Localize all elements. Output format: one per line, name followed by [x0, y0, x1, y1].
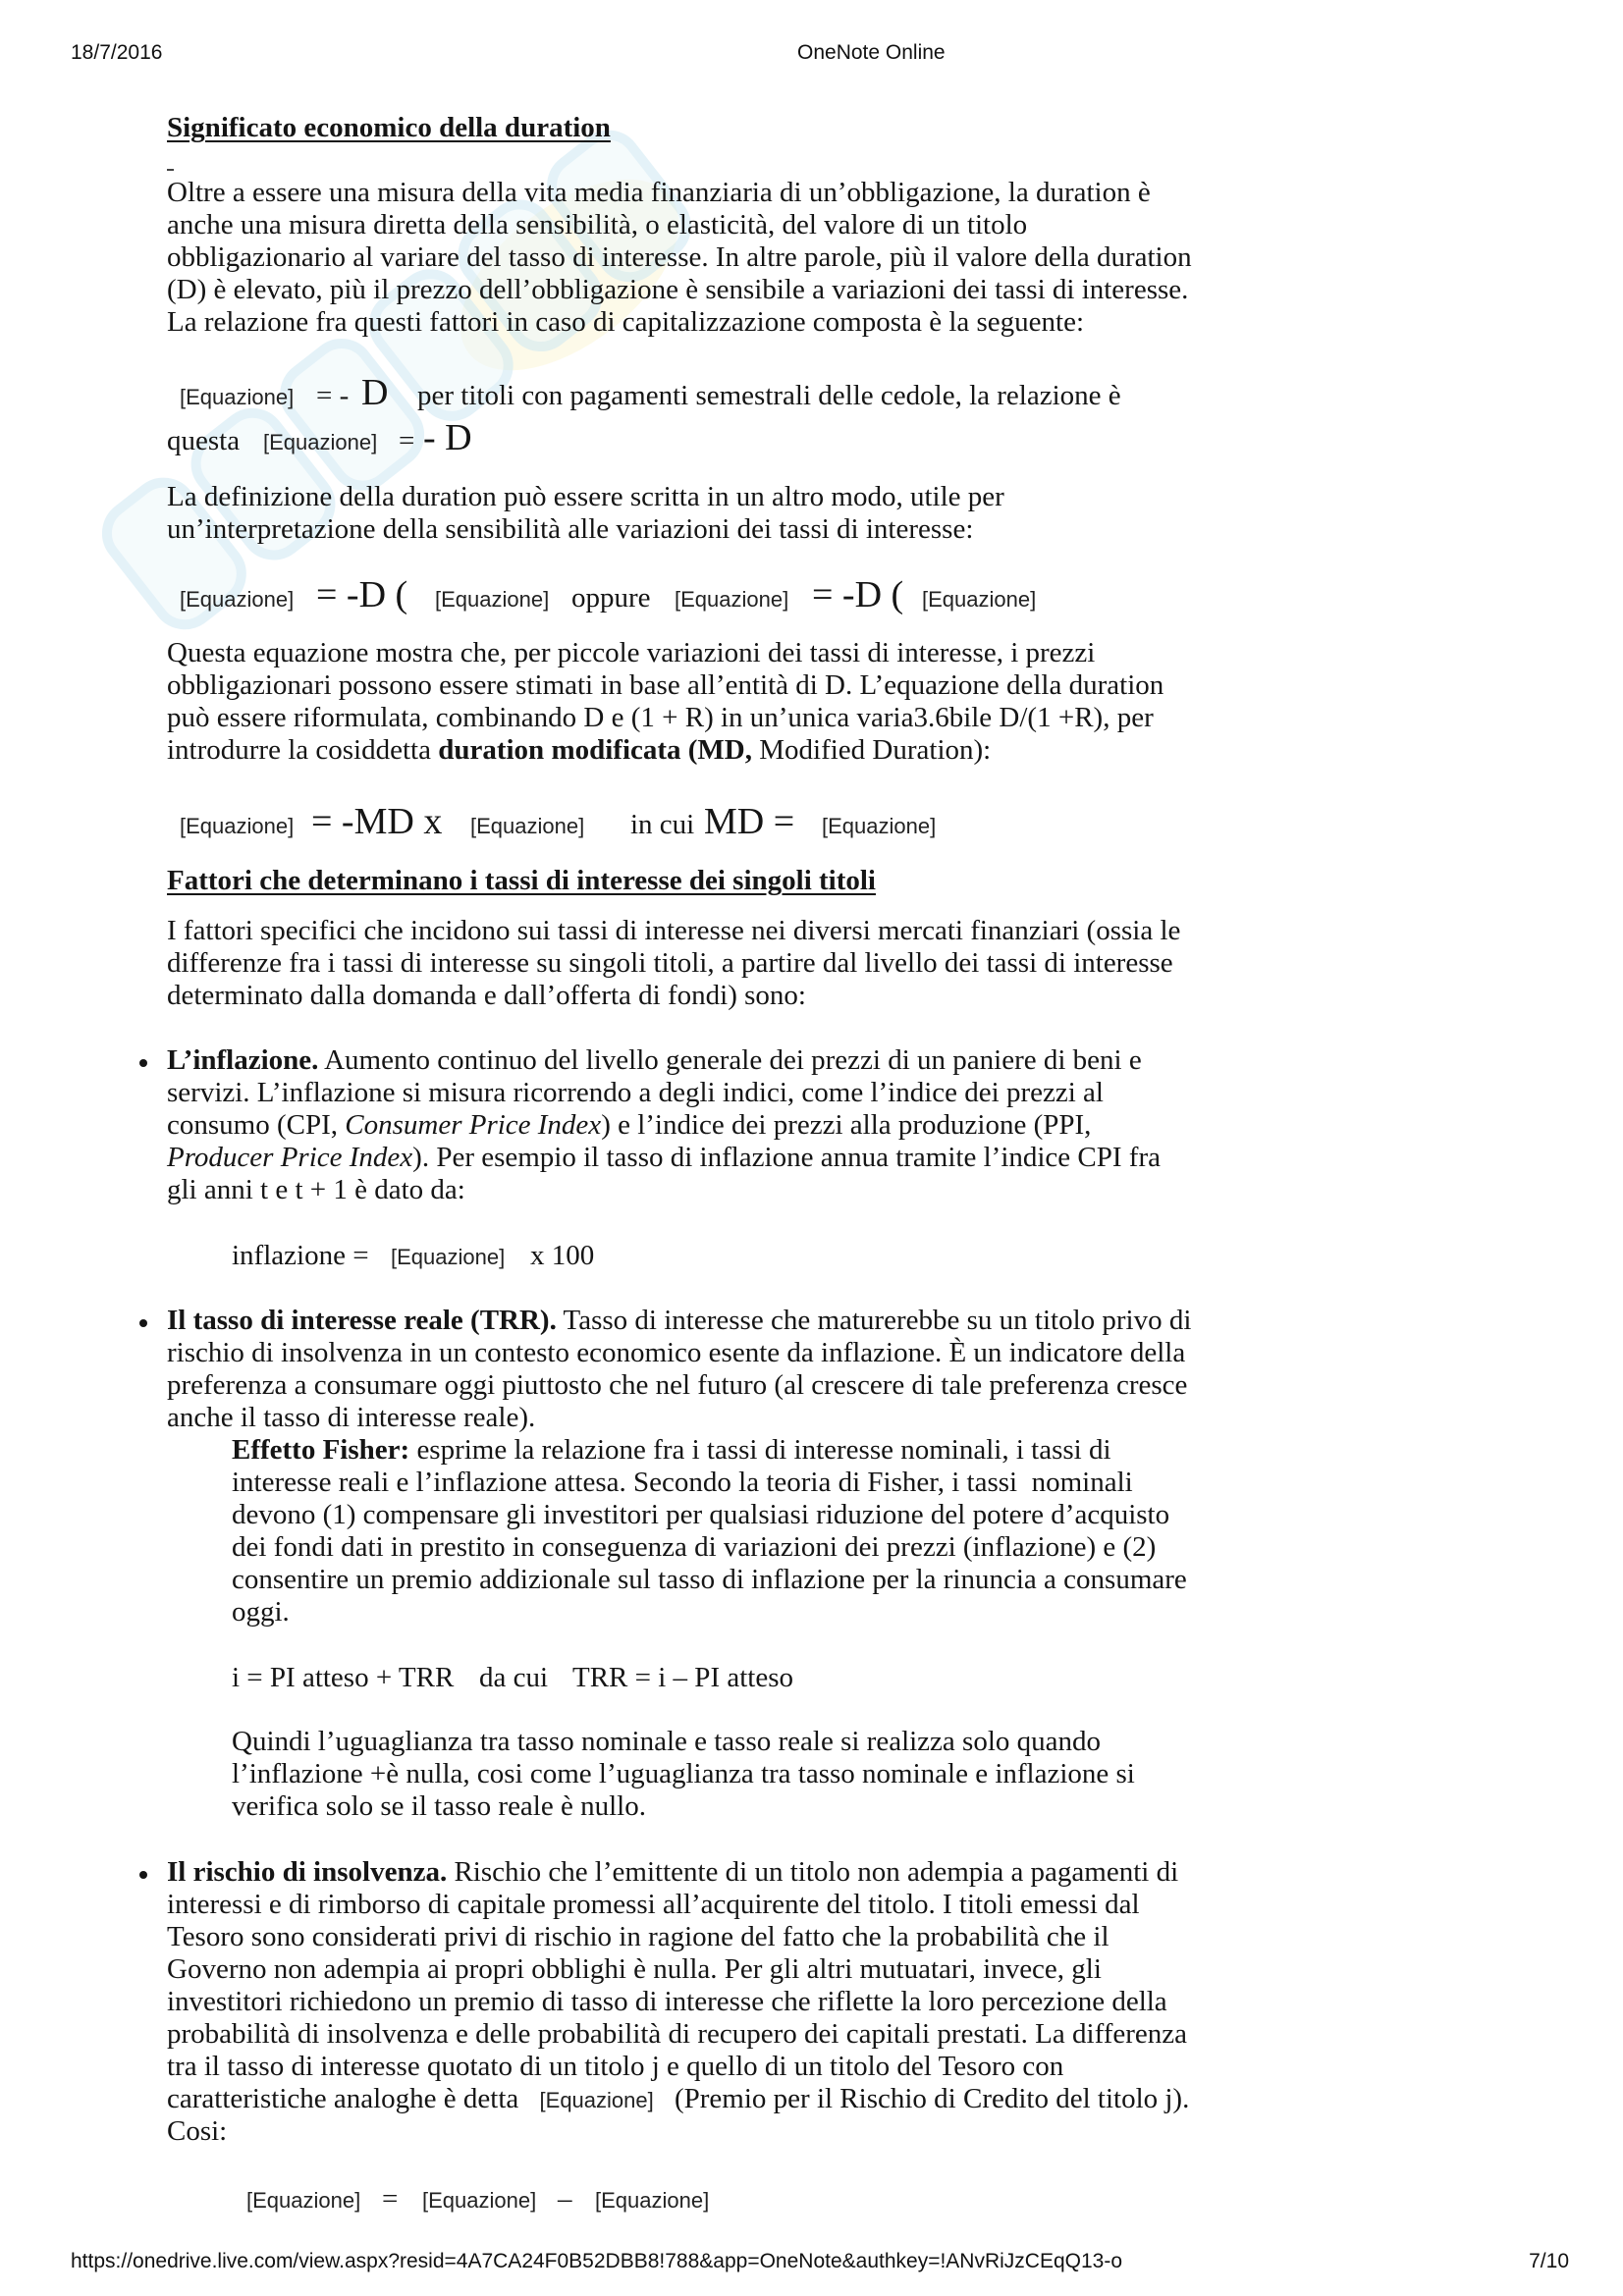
equation-placeholder: [Equazione] [180, 814, 295, 838]
text-run: obbligazionario al variare del tasso di interesse. In altre parole, più il valore della duration [167, 241, 1192, 273]
text-run: devono (1) compensare gli investitori per qualsiasi riduzione del potere d’acquisto [232, 1499, 1170, 1530]
text-line [167, 915, 1180, 947]
text-line [167, 734, 1163, 767]
equation-operator: – [558, 2183, 572, 2215]
text-line [167, 1142, 1161, 1174]
equation-placeholder: [Equazione] [180, 587, 295, 612]
text-run: Oltre a essere una misura della vita media finanziaria di un’obbligazione, la duration è [167, 177, 1151, 208]
italic-term: Consumer Price Index [345, 1109, 602, 1141]
text-line [232, 1758, 1135, 1790]
equation-operator: = -MD x [311, 801, 443, 842]
text-run: l’inflazione +è nulla, cosi come l’uguaglianza tra tasso nominale e inflazione si [232, 1758, 1135, 1789]
text-run: può essere riformulata, combinando D e (1 + R) in un’unica varia3.6bile D/(1 +R), per [167, 702, 1154, 733]
equation-line-inflation [0, 1234, 1623, 1277]
text-run: esprime la relazione fra i tassi di interesse nominali, i tassi di [409, 1434, 1111, 1466]
text-run: interesse reali e l’inflazione attesa. Secondo la teoria di Fisher, i tassi nominali [232, 1467, 1133, 1498]
equation-placeholder: [Equazione] [180, 385, 295, 409]
text-run: La definizione della duration può essere scritta in un altro modo, utile per [167, 481, 1004, 512]
equation-operator: = -D ( [316, 574, 408, 615]
text-line [167, 177, 1192, 209]
text-line [167, 274, 1192, 306]
equation-operator: = - [316, 380, 350, 411]
bullet-marker [139, 1871, 147, 1879]
text-line [167, 980, 1180, 1012]
equation-placeholder: [Equazione] [422, 2188, 537, 2213]
equation-line-default-risk [0, 2177, 1623, 2220]
paragraph-modified-duration [167, 637, 1163, 767]
equation-text: TRR = i – PI atteso [572, 1662, 793, 1693]
equation-operator: = [382, 2183, 399, 2215]
text-run: un’interpretazione della sensibilità alle variazioni dei tassi di interesse: [167, 513, 974, 545]
equation-text: inflazione = [232, 1240, 369, 1271]
text-line [167, 241, 1192, 274]
stray-mark [167, 169, 174, 171]
bold-term: duration modificata (MD, [438, 734, 752, 766]
section-heading-duration: Significato economico della duration [167, 112, 611, 143]
text-line [167, 1921, 1189, 1953]
text-run: verifica solo se il tasso reale è nullo. [232, 1790, 646, 1822]
text-run: interessi e di rimborso di capitale promessi all’acquirente del titolo. I titoli emessi dal [167, 1889, 1140, 1920]
text-run: (Premio per il Rischio di Credito del titolo j). [667, 2083, 1190, 2114]
bullet-marker [139, 1059, 147, 1067]
bold-term: Il rischio di insolvenza. [167, 1856, 448, 1888]
text-line [167, 947, 1180, 980]
equation-text: questa [167, 425, 241, 456]
text-run: ) e l’indice dei prezzi alla produzione (PPI, [601, 1109, 1092, 1141]
text-line [167, 481, 1004, 513]
equation-placeholder: [Equazione] [822, 814, 937, 838]
equation-operator: = -D ( [812, 574, 904, 615]
equation-line-sensitivity [0, 576, 1623, 619]
print-page-number: 7/10 [1529, 2250, 1569, 2272]
text-line [167, 306, 1192, 339]
text-run: Cosi: [167, 2115, 228, 2147]
text-line [167, 1402, 1191, 1434]
list-item-inflation [167, 1044, 1161, 1206]
text-run: Aumento continuo del livello generale dei prezzi di un paniere di beni e [318, 1044, 1142, 1076]
paragraph-factors-intro [167, 915, 1180, 1012]
text-line [167, 1369, 1191, 1402]
text-run: caratteristiche analoghe è detta [167, 2083, 526, 2114]
text-line [167, 1109, 1161, 1142]
text-run: anche il tasso di interesse reale). [167, 1402, 536, 1433]
equation-placeholder: [Equazione] [435, 587, 550, 612]
text-line [167, 2083, 1189, 2115]
equation-line-modified [0, 803, 1623, 846]
equation-variable: - D [423, 417, 472, 458]
text-line [167, 1174, 1161, 1206]
text-line [167, 1305, 1191, 1337]
text-run: (D) è elevato, più il prezzo dell’obbligazione è sensibile a variazioni dei tassi di interesse. [167, 274, 1189, 305]
text-run: Tasso di interesse che maturerebbe su un titolo privo di [556, 1305, 1192, 1336]
text-run: Governo non adempia ai propri obblighi è nulla. Per gli altri mutuatari, invece, gli [167, 1953, 1102, 1985]
bold-term: Effetto Fisher: [232, 1434, 410, 1466]
text-run: preferenza a consumare oggi piuttosto che nel futuro (al crescere di tale preferenza cresce [167, 1369, 1188, 1401]
print-date: 18/7/2016 [71, 41, 163, 64]
text-run: Quindi l’uguaglianza tra tasso nominale e tasso reale si realizza solo quando [232, 1726, 1102, 1757]
equation-variable: MD = [704, 801, 795, 842]
text-run: La relazione fra questi fattori in caso di capitalizzazione composta è la seguente: [167, 306, 1085, 338]
text-run: ). Per esempio il tasso di inflazione annua tramite l’indice CPI fra [412, 1142, 1161, 1173]
equation-text: per titoli con pagamenti semestrali delle cedole, la relazione è [417, 380, 1121, 411]
equation-line-compound [0, 374, 1623, 417]
text-run: Tesoro sono considerati privi di rischio in ragione del fatto che la probabilità che il [167, 1921, 1109, 1952]
text-run: rischio di insolvenza in un contesto economico esente da inflazione. È un indicatore della [167, 1337, 1186, 1368]
text-line [167, 1889, 1189, 1921]
print-title: OneNote Online [797, 41, 946, 64]
text-run: introdurre la cosiddetta [167, 734, 439, 766]
text-line [232, 1596, 1187, 1629]
equation-placeholder: [Equazione] [263, 430, 378, 454]
text-line [167, 1953, 1189, 1986]
text-line [167, 2018, 1189, 2051]
equation-text: oppure [571, 582, 651, 614]
text-run: servizi. L’inflazione si misura ricorrendo a degli indici, come l’indice dei prezzi al [167, 1077, 1104, 1108]
text-line [232, 1467, 1187, 1499]
equation-placeholder: [Equazione] [922, 587, 1037, 612]
text-run: consentire un premio addizionale sul tasso di inflazione per la rinuncia a consumare [232, 1564, 1187, 1595]
equation-operator: = [399, 425, 415, 456]
bold-term: L’inflazione. [167, 1044, 319, 1076]
text-line [232, 1531, 1187, 1564]
paragraph-fisher-effect [232, 1434, 1187, 1629]
text-line [167, 702, 1163, 734]
section-heading-factors: Fattori che determinano i tassi di interesse dei singoli titoli [167, 865, 876, 896]
paragraph-duration-intro [167, 177, 1192, 339]
text-run: Questa equazione mostra che, per piccole variazioni dei tassi di interesse, i prezzi [167, 637, 1096, 668]
equation-text: in cui [630, 809, 695, 840]
print-url: https://onedrive.live.com/view.aspx?resid=4A7CA24F0B52DBB8!788&app=OneNote&authkey=!ANvRiJzCEqQ13-o [71, 2250, 1123, 2272]
text-run: oggi. [232, 1596, 290, 1628]
equation-placeholder: [Equazione] [675, 587, 789, 612]
text-run: probabilità di insolvenza e delle probabilità di recupero dei capitali prestati. La differenza [167, 2018, 1188, 2050]
equation-placeholder: [Equazione] [391, 1245, 506, 1269]
list-item-real-rate [167, 1305, 1191, 1434]
text-line [167, 513, 1004, 546]
italic-term: Producer Price Index [167, 1142, 413, 1173]
bullet-marker [139, 1319, 147, 1327]
text-run: anche una misura diretta della sensibilità, o elasticità, del valore di un titolo [167, 209, 1028, 240]
text-run: Rischio che l’emittente di un titolo non adempia a pagamenti di [447, 1856, 1179, 1888]
equation-placeholder: [Equazione] [595, 2188, 710, 2213]
equation-placeholder: [Equazione] [539, 2088, 654, 2112]
text-run: gli anni t e t + 1 è dato da: [167, 1174, 465, 1205]
text-line [167, 2051, 1189, 2083]
text-line [167, 637, 1163, 669]
equation-text: x 100 [530, 1240, 595, 1271]
text-run: tra il tasso di interesse quotato di un titolo j e quello di un titolo del Tesoro con [167, 2051, 1064, 2082]
equation-variable: D [361, 372, 389, 413]
bold-term: Il tasso di interesse reale (TRR). [167, 1305, 557, 1336]
paragraph-fisher-conclusion [232, 1726, 1135, 1823]
text-line [167, 1856, 1189, 1889]
text-line [167, 209, 1192, 241]
text-line [232, 1790, 1135, 1823]
equation-line-semiannual [0, 419, 1623, 462]
text-run: consumo (CPI, [167, 1109, 346, 1141]
text-line [232, 1564, 1187, 1596]
text-line [232, 1499, 1187, 1531]
paragraph-alt-definition [167, 481, 1004, 546]
text-line [167, 1986, 1189, 2018]
text-line [167, 1077, 1161, 1109]
text-line [167, 1044, 1161, 1077]
equation-placeholder: [Equazione] [470, 814, 585, 838]
text-line [167, 1337, 1191, 1369]
equation-text: da cui [479, 1662, 549, 1693]
text-run: dei fondi dati in prestito in conseguenza di variazioni dei prezzi (inflazione) e (2) [232, 1531, 1157, 1563]
equation-line-fisher [0, 1656, 1623, 1699]
text-line [167, 669, 1163, 702]
equation-placeholder: [Equazione] [246, 2188, 361, 2213]
text-run: I fattori specifici che incidono sui tassi di interesse nei diversi mercati finanziari (ossia le [167, 915, 1181, 946]
text-run: obbligazionari possono essere stimati in base all’entità di D. L’equazione della duration [167, 669, 1164, 701]
text-run: determinato dalla domanda e dall’offerta di fondi) sono: [167, 980, 806, 1011]
text-line [232, 1726, 1135, 1758]
text-run: Modified Duration): [752, 734, 992, 766]
list-item-default-risk [167, 1856, 1189, 2148]
equation-text: i = PI atteso + TRR [232, 1662, 455, 1693]
text-line [167, 2115, 1189, 2148]
text-line [232, 1434, 1187, 1467]
text-run: investitori richiedono un premio di tasso di interesse che riflette la loro percezione della [167, 1986, 1167, 2017]
text-run: differenze fra i tassi di interesse su singoli titoli, a partire dal livello dei tassi di interesse [167, 947, 1173, 979]
